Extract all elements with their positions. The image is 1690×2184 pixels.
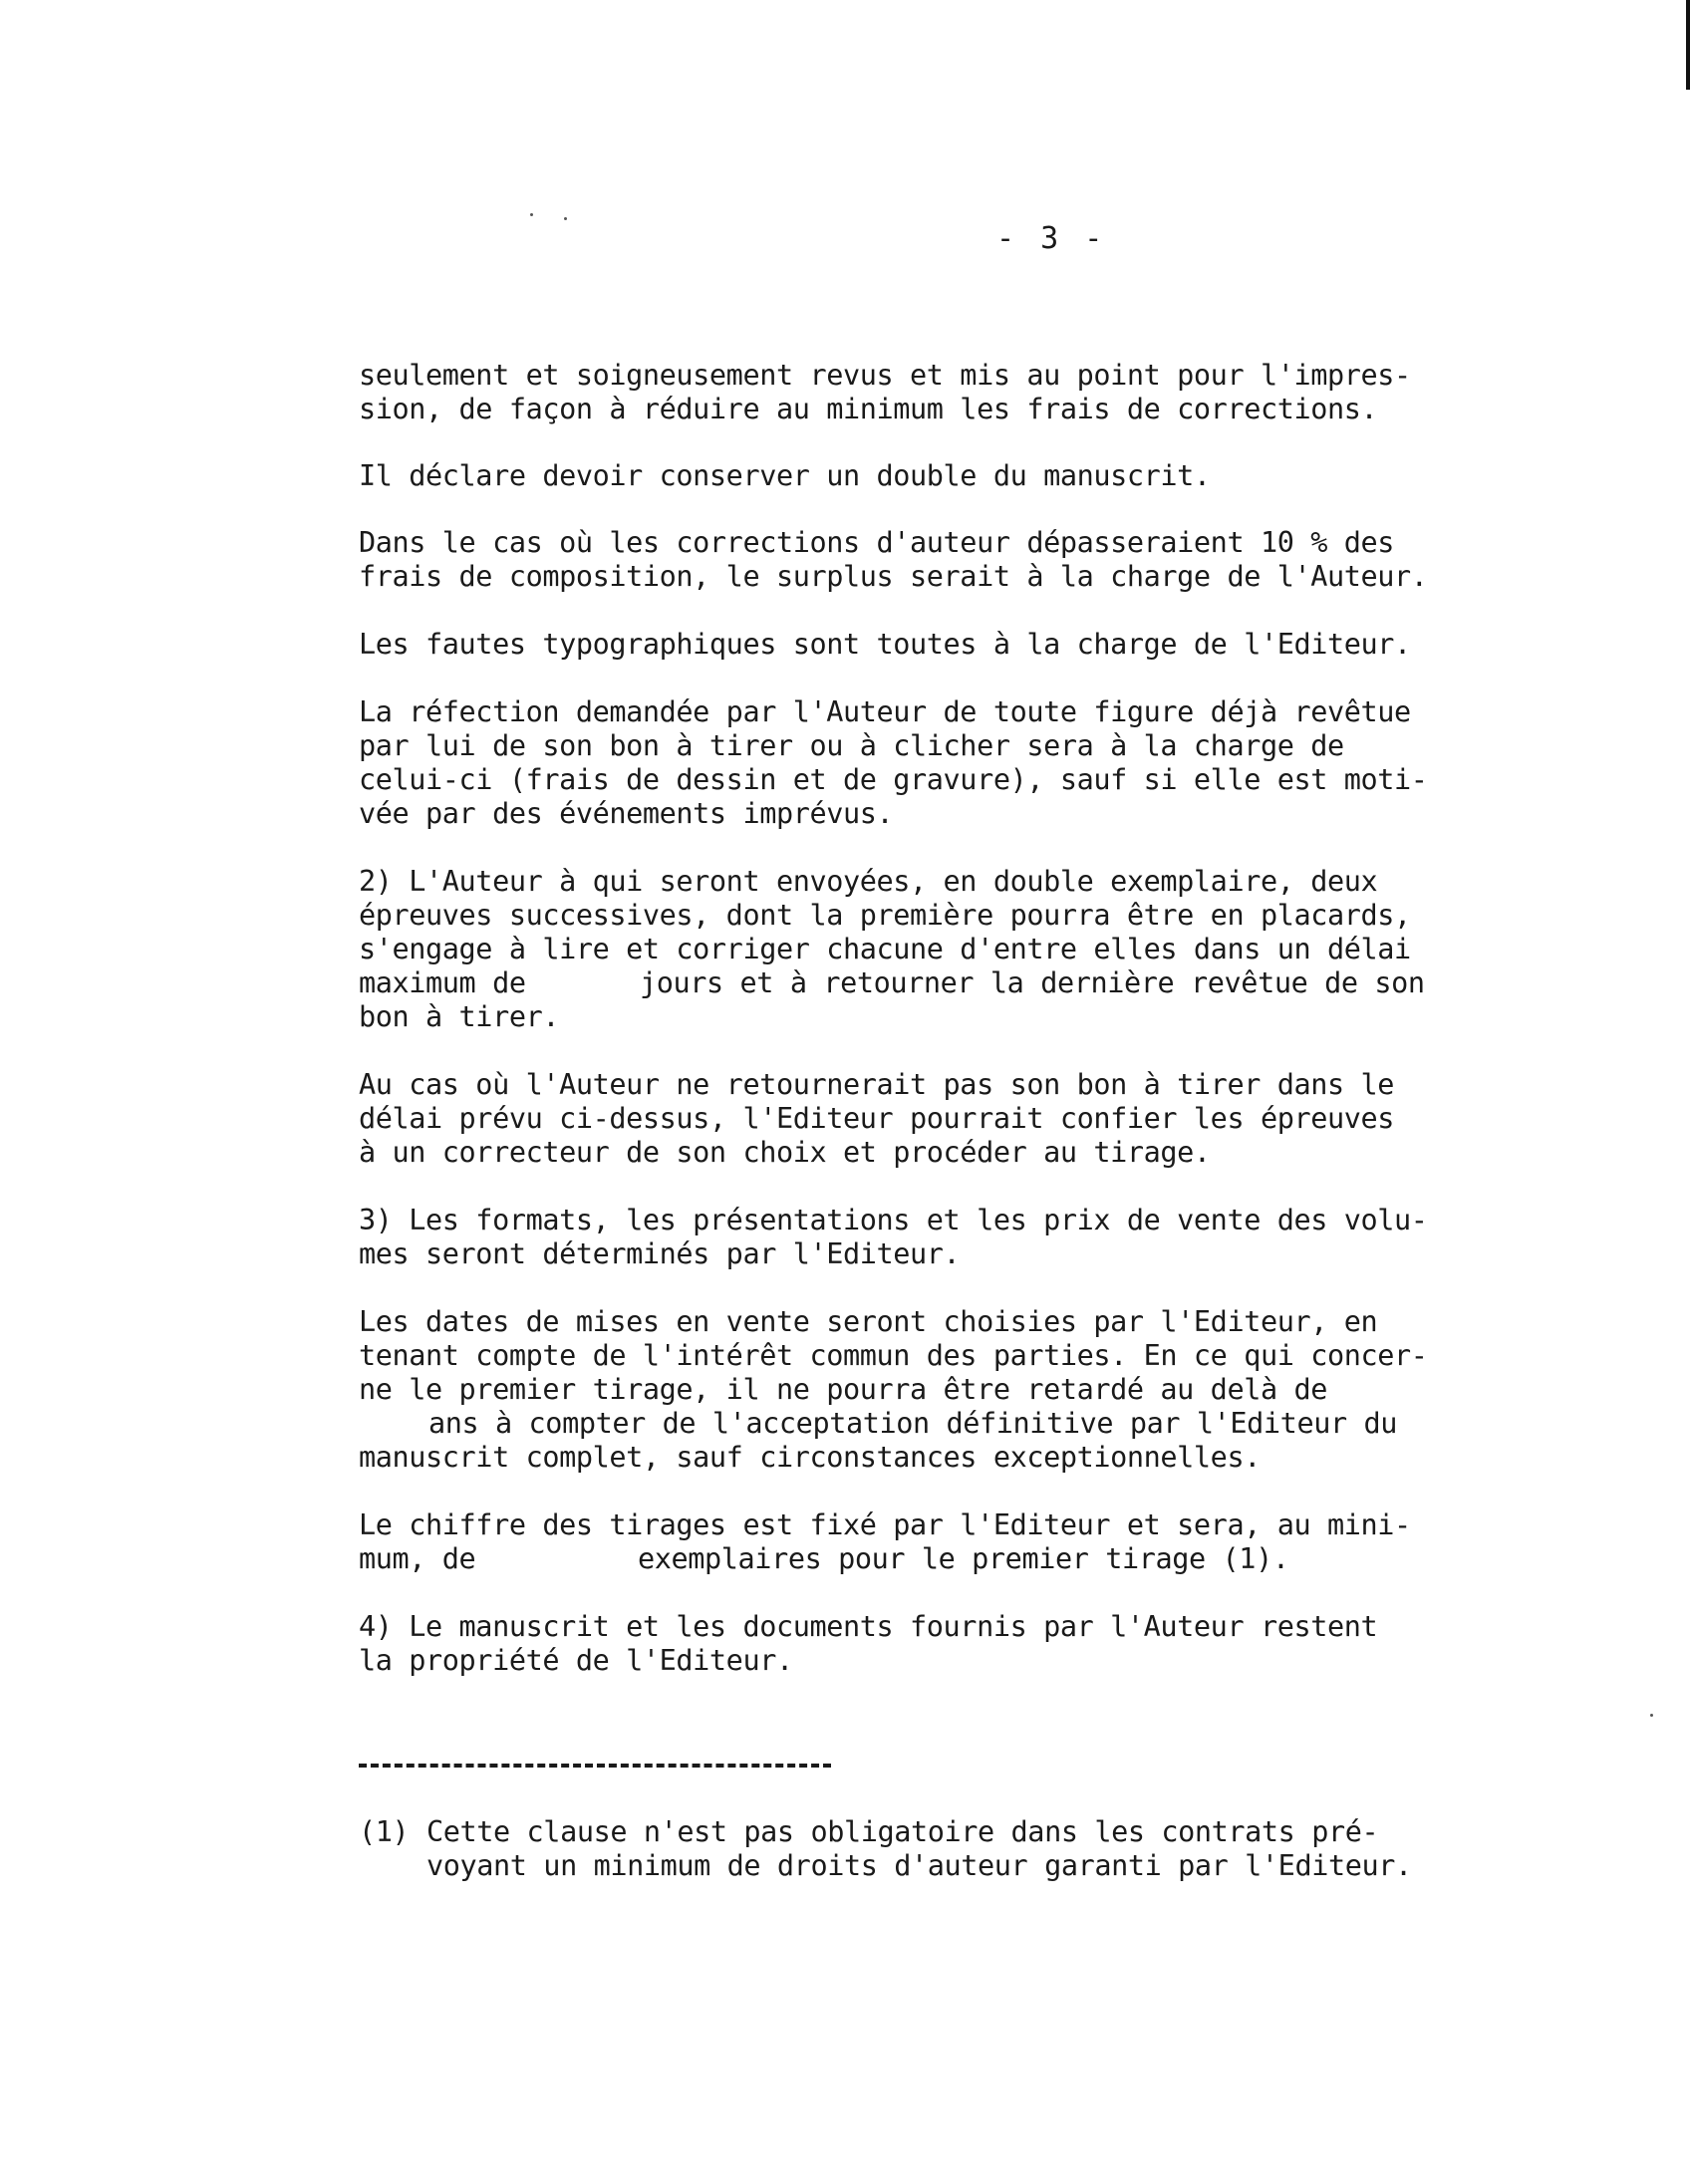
body-line: ne le premier tirage, il ne pourra être retardé au delà de (359, 1373, 1327, 1406)
body-line: jours et à retourner la dernière revêtue de son (640, 966, 1425, 999)
body-line: mes seront déterminés par l'Editeur. (359, 1237, 961, 1270)
body-line: Les fautes typographiques sont toutes à la charge de l'Editeur. (359, 628, 1411, 661)
body-line: bon à tirer. (359, 1000, 560, 1033)
body-line: délai prévu ci-dessus, l'Editeur pourrait confier les épreuves (359, 1102, 1395, 1135)
scan-speck (564, 217, 567, 220)
body-line: Il déclare devoir conserver un double du manuscrit. (359, 459, 1211, 492)
footnote-line: voyant un minimum de droits d'auteur garanti par l'Editeur. (426, 1849, 1412, 1882)
body-line: maximum de (359, 966, 526, 999)
scan-speck (1650, 1714, 1653, 1717)
footnote-separator (359, 1764, 831, 1768)
body-line: Le chiffre des tirages est fixé par l'Editeur et sera, au mini- (359, 1508, 1411, 1541)
scan-edge-mark (1686, 0, 1690, 90)
body-line: 4) Le manuscrit et les documents fournis par l'Auteur restent (359, 1610, 1378, 1643)
body-line: 3) Les formats, les présentations et les prix de vente des volu- (359, 1204, 1428, 1236)
body-line: Au cas où l'Auteur ne retournerait pas son bon à tirer dans le (359, 1068, 1395, 1101)
body-line: 2) L'Auteur à qui seront envoyées, en double exemplaire, deux (359, 865, 1378, 898)
body-line: La réfection demandée par l'Auteur de toute figure déjà revêtue (359, 695, 1411, 728)
body-line: tenant compte de l'intérêt commun des parties. En ce qui concer- (359, 1339, 1428, 1372)
body-line: la propriété de l'Editeur. (359, 1644, 793, 1677)
body-line: vée par des événements imprévus. (359, 797, 894, 830)
footnote-line: Cette clause n'est pas obligatoire dans les contrats pré- (426, 1815, 1379, 1848)
body-line: celui-ci (frais de dessin et de gravure), sauf si elle est moti- (359, 763, 1428, 796)
body-line: Les dates de mises en vente seront choisies par l'Editeur, en (359, 1305, 1378, 1338)
scan-speck (530, 213, 533, 216)
page-number: - 3 - (996, 221, 1107, 256)
body-line: mum, de (359, 1542, 476, 1575)
body-line: seulement et soigneusement revus et mis au point pour l'impres- (359, 359, 1411, 392)
body-line: épreuves successives, dont la première pourra être en placards, (359, 899, 1411, 932)
footnote-marker: (1) (359, 1815, 410, 1848)
body-line: à un correcteur de son choix et procéder au tirage. (359, 1136, 1211, 1169)
body-line: manuscrit complet, sauf circonstances exceptionnelles. (359, 1441, 1261, 1474)
body-line: par lui de son bon à tirer ou à clicher sera à la charge de (359, 729, 1344, 762)
body-line: frais de composition, le surplus serait à la charge de l'Auteur. (359, 560, 1428, 593)
body-line: s'engage à lire et corriger chacune d'entre elles dans un délai (359, 933, 1411, 965)
body-line: Dans le cas où les corrections d'auteur dépasseraient 10 % des (359, 526, 1395, 559)
body-line: ans à compter de l'acceptation définitive par l'Editeur du (428, 1407, 1397, 1440)
body-line: sion, de façon à réduire au minimum les frais de corrections. (359, 393, 1378, 425)
body-line: exemplaires pour le premier tirage (1). (638, 1542, 1289, 1575)
